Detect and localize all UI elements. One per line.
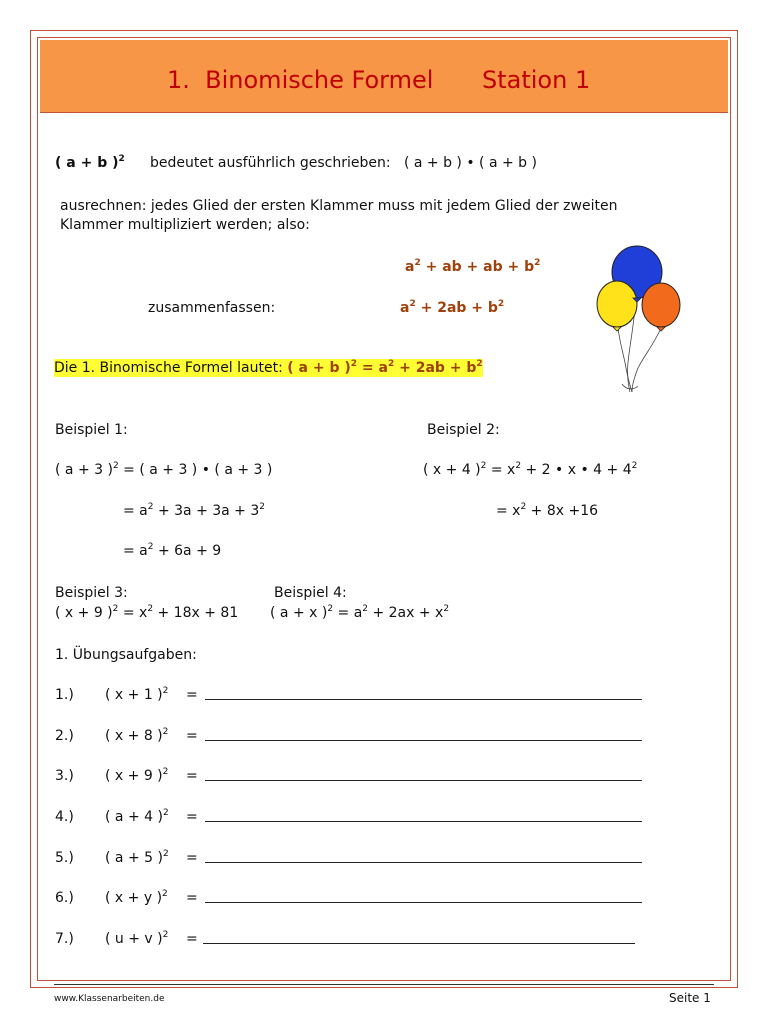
example-2-line-2: = $x^2 + 8x +16$ <box>496 502 599 519</box>
exercise-expression: ( a + 4 )$^2$ <box>105 808 169 825</box>
example-1-title: Beispiel 1: <box>55 422 128 438</box>
exercise-number: 5.) <box>55 850 74 866</box>
example-3-line: ( x + 9 )$^2 = x^2 + 18x + 81$ <box>55 604 239 621</box>
answer-line[interactable] <box>205 699 642 700</box>
answer-line[interactable] <box>203 943 635 944</box>
example-3-title: Beispiel 3: <box>55 585 128 601</box>
equals-sign: = <box>186 809 198 825</box>
answer-line[interactable] <box>205 902 642 903</box>
equals-sign: = <box>186 850 198 866</box>
exercise-expression: ( u + v )$^2$ <box>105 930 169 947</box>
page-title: 1. Binomische Formel <box>167 66 434 94</box>
example-2-line-1: ( x + 4 )$^2 = x^2 + 2$ • x • $4 + 4^2$ <box>423 461 638 478</box>
formula-statement: Die 1. Binomische Formel lautet: ( a + b )$^2 = a^2 + 2ab + b^2$ <box>54 359 483 376</box>
equals-sign: = <box>186 890 198 906</box>
yellow-balloon-icon <box>597 281 637 327</box>
title-banner <box>40 40 728 113</box>
exercise-expression: ( x + y )$^2$ <box>105 889 168 906</box>
footer-page-number: Seite 1 <box>669 991 711 1005</box>
equals-sign: = <box>186 687 198 703</box>
exercises-title: 1. Übungsaufgaben: <box>55 647 197 663</box>
exercise-expression: ( x + 1 )$^2$ <box>105 686 169 703</box>
example-4-title: Beispiel 4: <box>274 585 347 601</box>
orange-balloon-icon <box>642 283 680 327</box>
example-1-line-3: = $a^2 + 6a + 9$ <box>123 542 222 559</box>
example-4-line: ( a + x )$^2 = a^2 + 2ax + x^2$ <box>270 604 450 621</box>
exercise-expression: ( x + 9 )$^2$ <box>105 767 169 784</box>
equals-sign: = <box>186 931 198 947</box>
combine-label: zusammenfassen: <box>148 300 276 316</box>
expanded-terms: $a^2$ + ab + ab + $b^2$ <box>405 258 541 275</box>
exercise-number: 6.) <box>55 890 74 906</box>
intro-expression: ( a + b )$^2$ <box>55 154 125 171</box>
exercise-number: 7.) <box>55 931 74 947</box>
exercise-number: 4.) <box>55 809 74 825</box>
explain-line-2: Klammer multipliziert werden; also: <box>60 217 310 233</box>
exercise-number: 3.) <box>55 768 74 784</box>
explain-line-1: ausrechnen: jedes Glied der ersten Klammer muss mit jedem Glied der zweiten <box>60 198 618 214</box>
exercise-number: 1.) <box>55 687 74 703</box>
answer-line[interactable] <box>205 821 642 822</box>
answer-line[interactable] <box>205 780 642 781</box>
equals-sign: = <box>186 728 198 744</box>
example-1-line-2: = $a^2 + 3a + 3a + 3^2$ <box>123 502 266 519</box>
exercise-number: 2.) <box>55 728 74 744</box>
exercise-expression: ( x + 8 )$^2$ <box>105 727 169 744</box>
combined-terms: $a^2 + 2ab + b^2$ <box>400 299 505 316</box>
answer-line[interactable] <box>205 740 642 741</box>
exercise-expression: ( a + 5 )$^2$ <box>105 849 169 866</box>
footer-website: www.Klassenarbeiten.de <box>54 994 165 1004</box>
balloons-illustration <box>590 244 690 394</box>
intro-meaning: bedeutet ausführlich geschrieben: ( a + b ) • ( a + b ) <box>150 155 537 171</box>
equals-sign: = <box>186 768 198 784</box>
footer-divider <box>54 984 714 985</box>
answer-line[interactable] <box>205 862 642 863</box>
example-1-line-1: ( a + 3 )$^2$ = ( a + 3 ) • ( a + 3 ) <box>55 461 273 478</box>
station-label: Station 1 <box>482 66 591 94</box>
example-2-title: Beispiel 2: <box>427 422 500 438</box>
